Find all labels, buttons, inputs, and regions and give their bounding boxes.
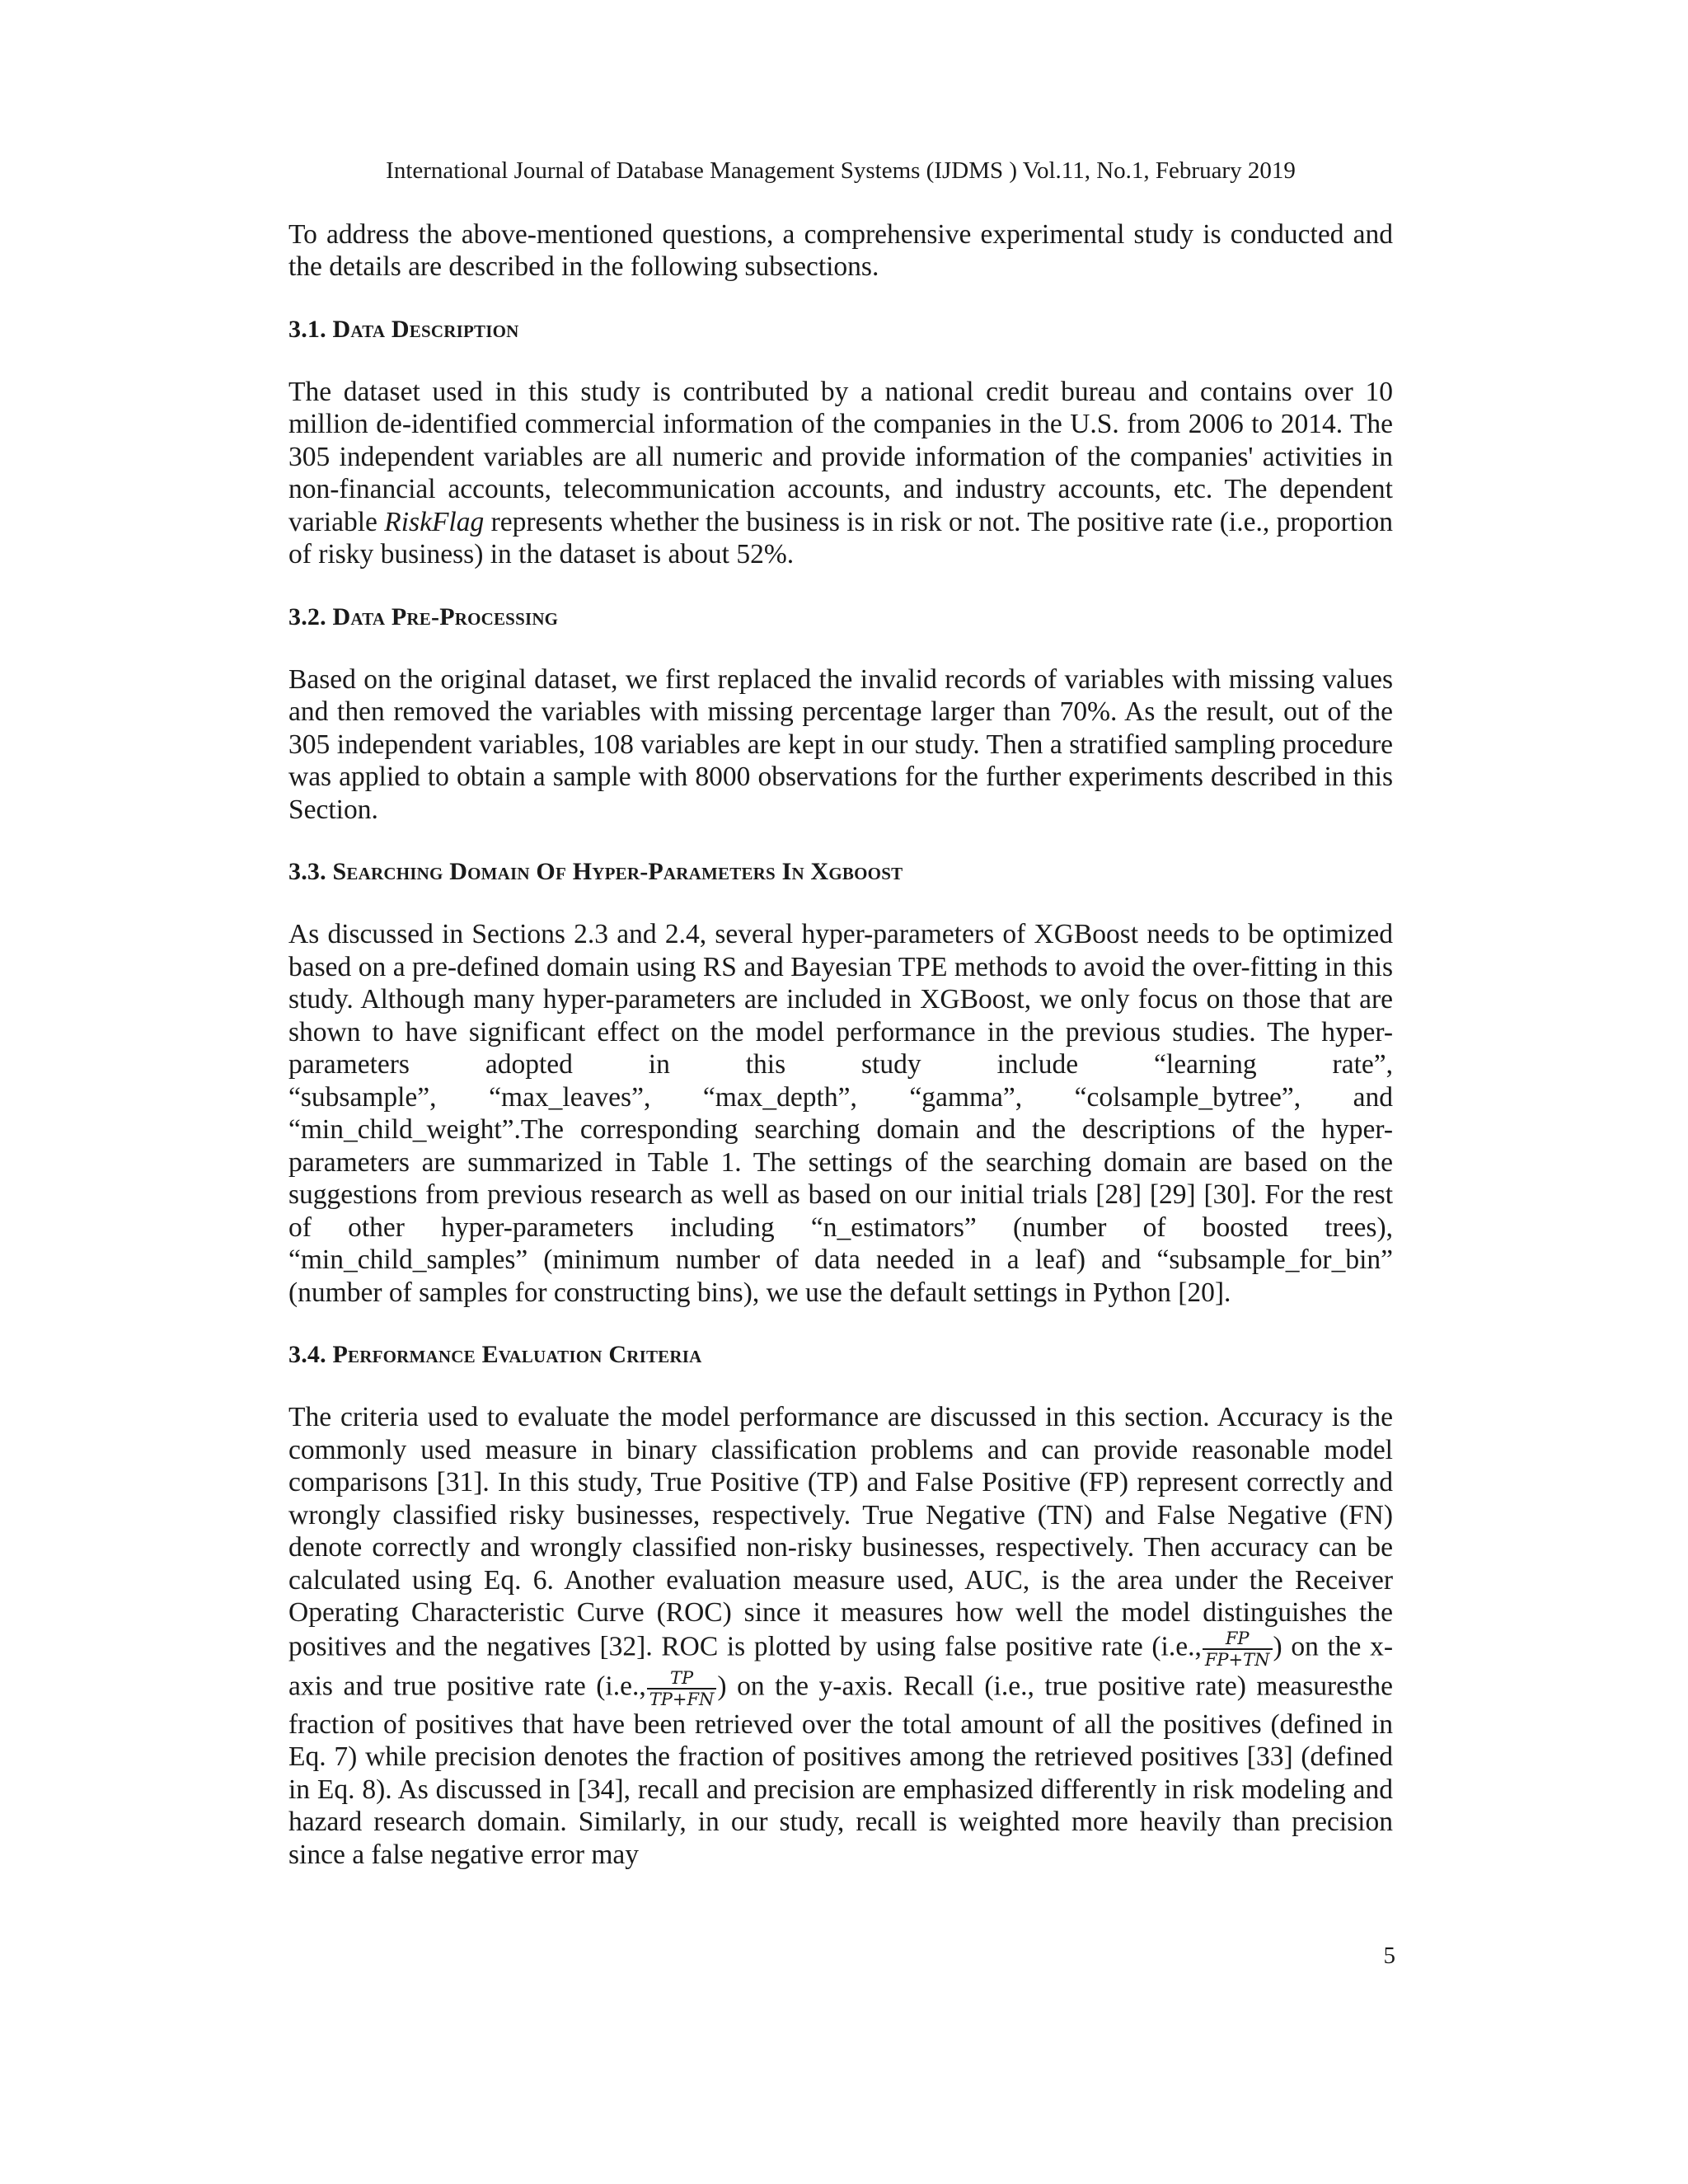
- text-run: ) on the x-axis and true positive rate (i.e.,: [288, 1631, 1393, 1702]
- section-title: Performance Evaluation Criteria: [332, 1341, 702, 1369]
- text-run: The dataset used in this study is contributed by a national credit bureau and contains over 10 million de-identified commercial information of the companies in the U.S. from 2006 to 2014. The 305 independent variables are all numeric and provide information of the companies' activities in non-financial accounts, telecommunication accounts, and industry accounts, etc. The dependent variable: [288, 376, 1393, 537]
- page-number: 5: [1383, 1943, 1395, 1969]
- fraction-numerator: FP: [1203, 1629, 1273, 1650]
- paragraph-searching-domain-part2: “subsample”, “max_leaves”, “max_depth”, “gamma”, “colsample_bytree”, and: [288, 1081, 1393, 1113]
- section-number: 3.3.: [288, 858, 326, 886]
- tpr-fraction: [647, 1669, 717, 1708]
- paragraph-data-description: [288, 376, 1393, 571]
- section-heading-3-2: [288, 602, 1393, 632]
- paragraph-evaluation-criteria: [288, 1401, 1393, 1871]
- text-run: ) on the y-axis. Recall (i.e., true positive rate) measuresthe fraction of positives that have been retrieved over the total amount of all the positives (defined in Eq. 7) while precision denotes the fraction of positives among the retrieved positives [33] (defined in Eq. 8). As discussed in [34], recall and precision are emphasized differently in risk modeling and hazard research domain. Similarly, in our study, recall is weighted more heavily than precision since a false negative error may: [288, 1671, 1393, 1870]
- running-header: International Journal of Database Management Systems (IJDMS ) Vol.11, No.1, February 2019: [386, 157, 1296, 184]
- section-heading-3-4: [288, 1340, 1393, 1370]
- section-title: Data Description: [332, 315, 519, 343]
- paragraph-searching-domain-part1: As discussed in Sections 2.3 and 2.4, several hyper-parameters of XGBoost needs to be optimized based on a pre-defined domain using RS and Bayesian TPE methods to avoid the over-fitting in this study. Although many hyper-parameters are included in XGBoost, we only focus on those that are shown to have significant effect on the model performance in the previous studies. The hyper-parameters adopted in this study include “learning rate”,: [288, 919, 1393, 1080]
- section-title: Data Pre-Processing: [332, 602, 559, 630]
- fraction-numerator: TP: [647, 1669, 717, 1690]
- fraction-denominator: TP+FN: [649, 1689, 715, 1709]
- fpr-fraction: [1203, 1629, 1273, 1669]
- intro-paragraph: To address the above-mentioned questions, a comprehensive experimental study is conducted and the details are described in the following subsections.: [288, 218, 1393, 283]
- variable-name: RiskFlag: [384, 506, 485, 537]
- paragraph-data-preprocessing: Based on the original dataset, we first replaced the invalid records of variables with missing values and then removed the variables with missing percentage larger than 70%. As the result, out of the 305 independent variables, 108 variables are kept in our study. Then a stratified sampling procedure was applied to obtain a sample with 8000 observations for the further experiments described in this Section.: [288, 663, 1393, 825]
- section-title: Searching Domain Of Hyper-Parameters In Xgboost: [332, 858, 903, 886]
- section-number: 3.2.: [288, 602, 326, 630]
- section-number: 3.1.: [288, 315, 326, 343]
- fraction-denominator: FP+TN: [1204, 1649, 1270, 1670]
- text-run: The criteria used to evaluate the model performance are discussed in this section. Accuracy is the commonly used measure in binary classification problems and can provide reasonable model comparisons [31]. In this study, True Positive (TP) and False Positive (FP) represent correctly and wrongly classified risky businesses, respectively. True Negative (TN) and False Negative (FN) denote correctly and wrongly classified non-risky businesses, respectively. Then accuracy can be calculated using Eq. 6. Another evaluation measure used, AUC, is the area under the Receiver Operating Characteristic Curve (ROC) since it measures how well the model distinguishes the positives and the negatives [32]. ROC is plotted by using false positive rate (i.e.,: [288, 1402, 1393, 1662]
- paragraph-searching-domain-part3: “min_child_weight”.The corresponding searching domain and the descriptions of the hyper-parameters are summarized in Table 1. The settings of the searching domain are based on the suggestions from previous research as well as based on our initial trials [28] [29] [30]. For the rest of other hyper-parameters including “n_estimators” (number of boosted trees), “min_child_samples” (minimum number of data needed in a leaf) and “subsample_for_bin” (number of samples for constructing bins), we use the default settings in Python [20].: [288, 1114, 1393, 1308]
- section-heading-3-3: [288, 857, 1393, 887]
- text-run: represents whether the business is in risk or not. The positive rate (i.e., proportion of risky business) in the dataset is about 52%.: [288, 506, 1394, 570]
- section-heading-3-1: [288, 315, 1393, 344]
- section-number: 3.4.: [288, 1341, 326, 1369]
- page-body: [288, 157, 1393, 1871]
